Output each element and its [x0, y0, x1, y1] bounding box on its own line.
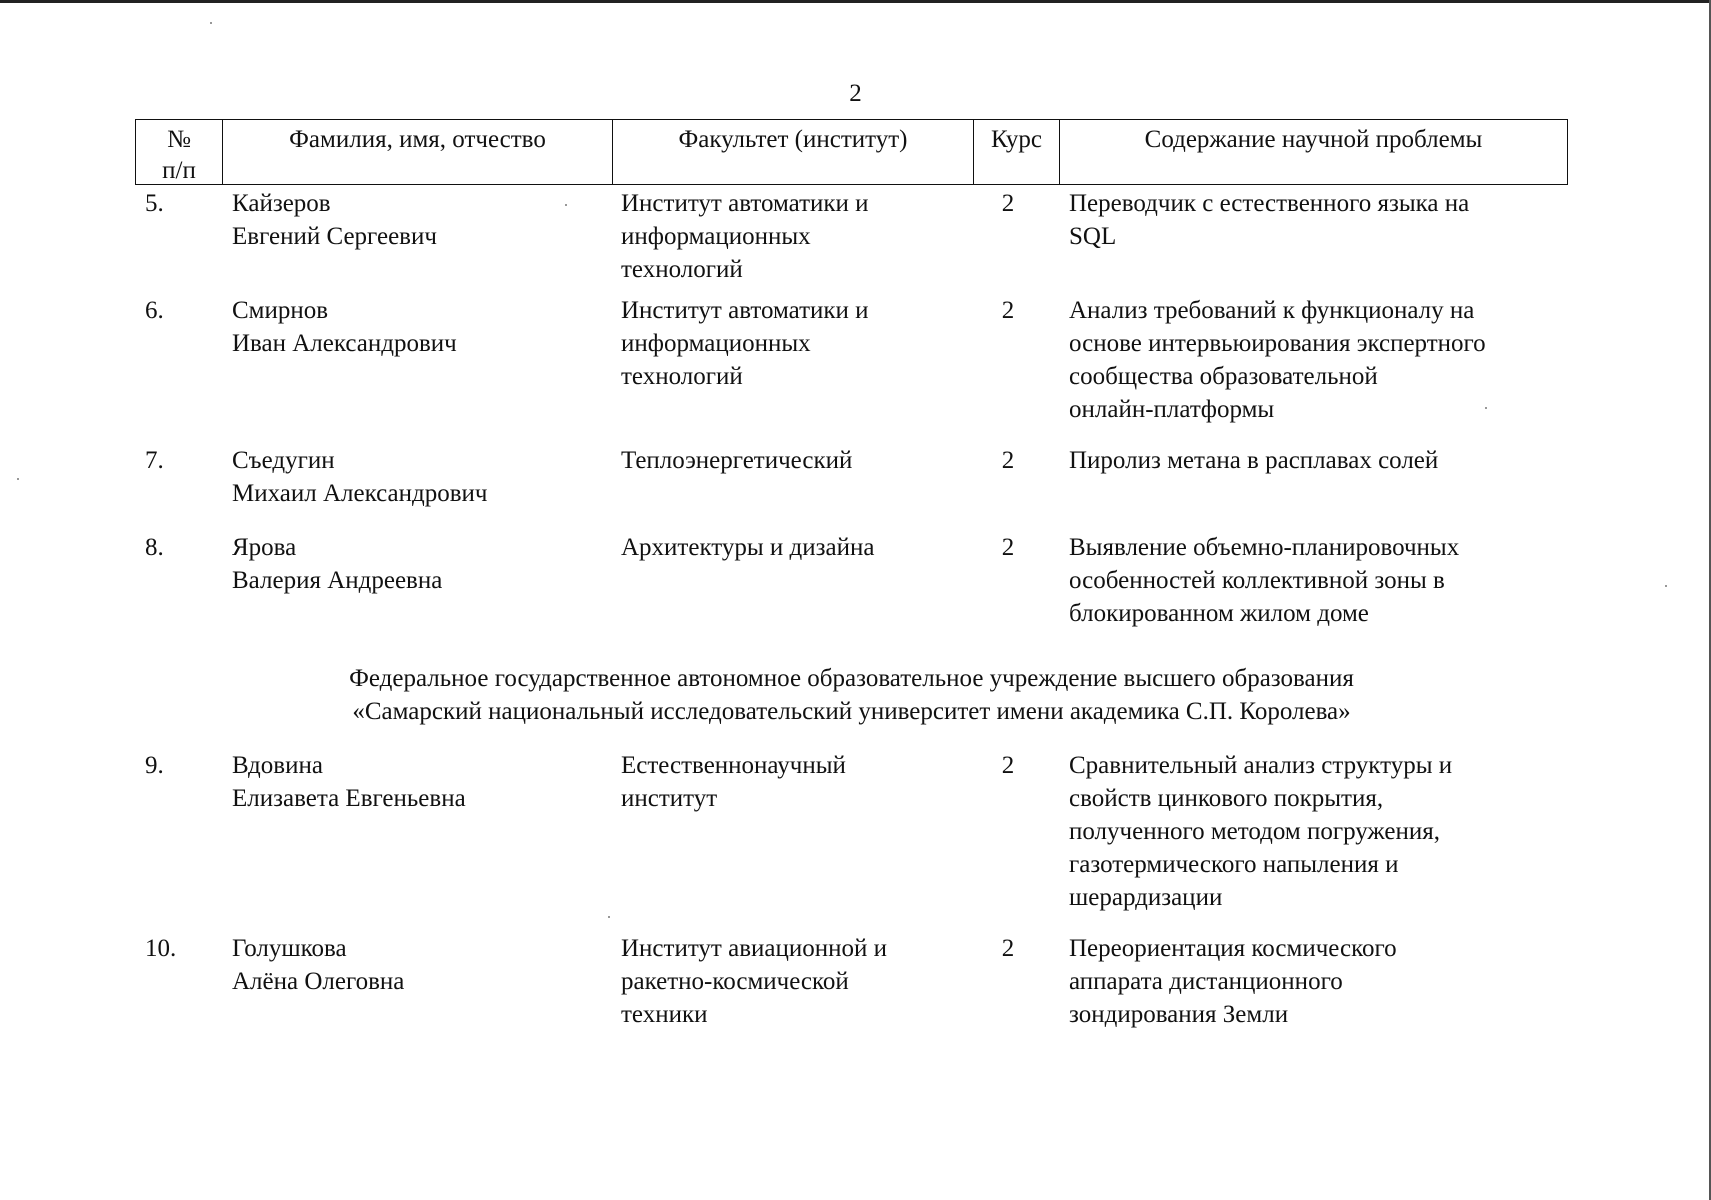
row-course: 2 [1001, 297, 1015, 324]
scan-speck [210, 22, 212, 24]
row-num: 6. [145, 297, 164, 324]
row-content: Переориентация космического аппарата дистанционного зондирования Земли [1069, 935, 1397, 1028]
row-faculty: Теплоэнергетический [621, 447, 853, 474]
header-course: Курс [974, 120, 1060, 184]
row-faculty: Институт автоматики и информационных технологий [621, 190, 869, 283]
row-name: Вдовина Елизавета Евгеньевна [232, 752, 466, 812]
section-heading: Федеральное государственное автономное образовательное учреждение высшего образования «Самарский национальный исследовательский университет имени академика С.П. Королева» [349, 665, 1354, 725]
row-content: Анализ требований к функционалу на основе интервьюирования экспертного сообщества образовательной онлайн-платформы [1069, 297, 1486, 423]
header-faculty: Факультет (институт) [613, 120, 974, 184]
row-name: Голушкова Алёна Олеговна [232, 935, 405, 995]
table-header [135, 119, 1568, 185]
row-num: 7. [145, 447, 164, 474]
scan-speck [17, 478, 19, 480]
row-content: Сравнительный анализ структуры и свойств цинкового покрытия, полученного методом погружения, газотермического напыления и шерардизации [1069, 752, 1453, 911]
scan-speck [608, 916, 610, 918]
row-num: 10. [145, 935, 177, 962]
page-number: 2 [849, 80, 862, 107]
row-name: Съедугин Михаил Александрович [232, 447, 488, 507]
row-name: Ярова Валерия Андреевна [232, 534, 443, 594]
scan-speck [565, 204, 567, 206]
row-content: Переводчик с естественного языка на SQL [1069, 190, 1470, 250]
row-faculty: Естественнонаучный институт [621, 752, 846, 812]
scan-top-edge [0, 0, 1711, 3]
header-content: Содержание научной проблемы [1144, 126, 1483, 153]
row-content: Выявление объемно-планировочных особенностей коллективной зоны в блокированном жилом доме [1069, 534, 1460, 627]
row-content: Пиролиз метана в расплавах солей [1069, 447, 1439, 474]
row-num: 5. [145, 190, 164, 217]
row-num: 8. [145, 534, 164, 561]
row-course: 2 [1001, 534, 1015, 561]
row-num: 9. [145, 752, 164, 779]
row-course: 2 [1001, 190, 1015, 217]
scan-speck [1485, 407, 1487, 409]
row-name: Кайзеров Евгений Сергеевич [232, 190, 437, 250]
row-course: 2 [1001, 447, 1015, 474]
row-faculty: Институт автоматики и информационных технологий [621, 297, 869, 390]
row-course: 2 [1001, 752, 1015, 779]
row-faculty: Архитектуры и дизайна [621, 534, 875, 561]
header-num: № п/п [136, 120, 223, 184]
row-course: 2 [1001, 935, 1015, 962]
header-name: Фамилия, имя, отчество [223, 120, 613, 184]
scan-speck [1665, 585, 1667, 587]
row-name: Смирнов Иван Александрович [232, 297, 457, 357]
row-faculty: Институт авиационной и ракетно-космической техники [621, 935, 888, 1028]
